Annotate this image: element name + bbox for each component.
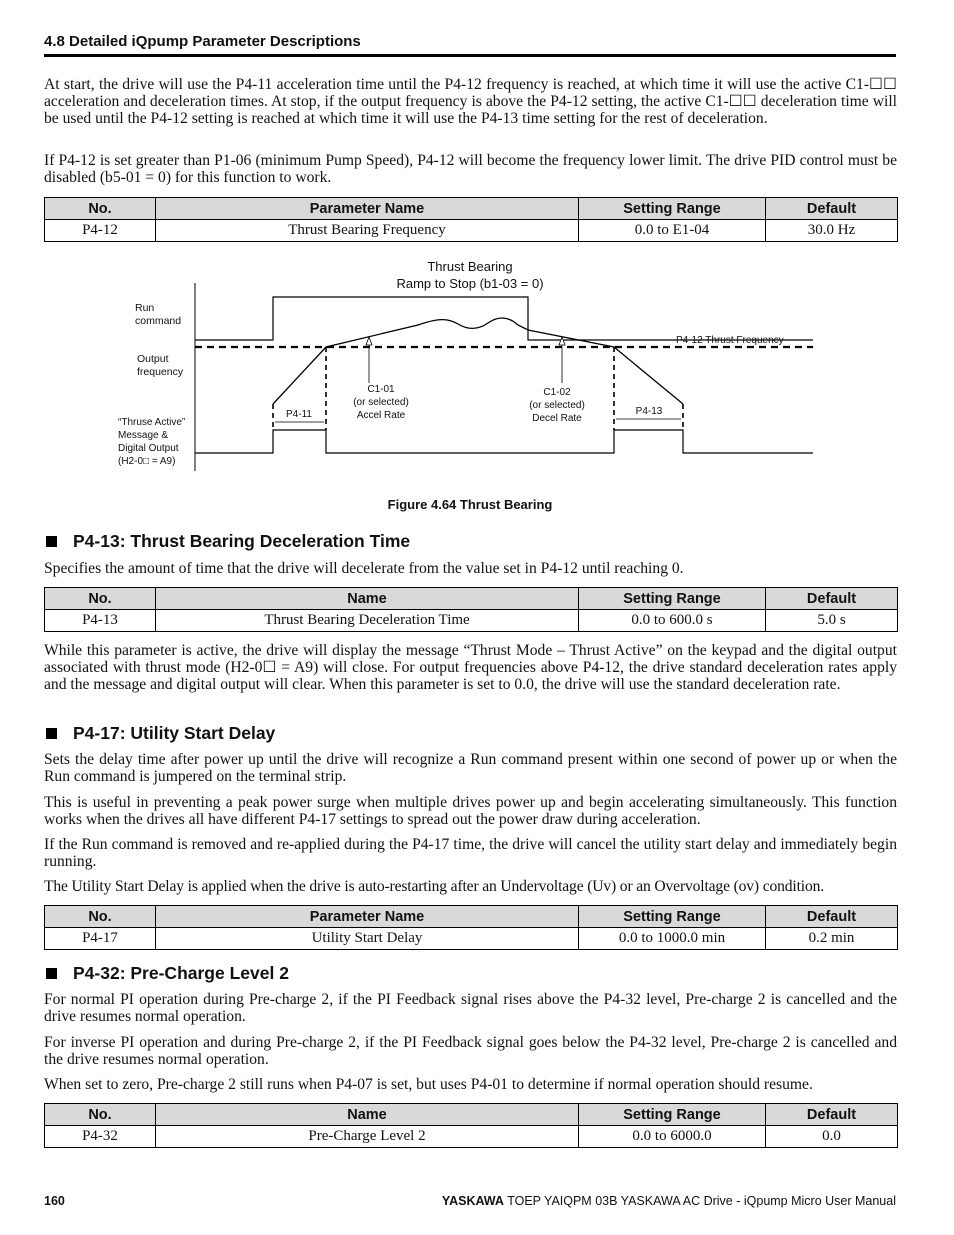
- col-header-default: Default: [766, 198, 898, 220]
- intro-paragraph-1: At start, the drive will use the P4-11 acceleration time until the P4-12 frequency is reached, at which time it will use the active C1-☐☐ acceleration and deceleration times. At stop, if the output frequency is above the P4-12 setting, the active C1-☐☐ deceleration time will be used until the P4-12 setting is reached at which time it will use the P4-13 time setting for the rest of deceleration.: [44, 76, 897, 127]
- cell-name: Utility Start Delay: [156, 928, 579, 950]
- col-header-range: Setting Range: [579, 588, 766, 610]
- p4-17-paragraph-2: This is useful in preventing a peak power surge when multiple drives power up and begin accelerating simultaneously. This function works when the drives all have different P4-17 settings to spread out the power draw during acceleration.: [44, 794, 897, 828]
- c1-01-label-2: (or selected): [353, 397, 409, 408]
- c1-02-label-2: (or selected): [529, 400, 585, 411]
- footer-brand: YASKAWA: [441, 1194, 504, 1208]
- col-header-no: No.: [45, 588, 156, 610]
- table-row: [45, 220, 898, 242]
- heading-p4-17: [44, 723, 275, 743]
- p4-32-paragraph-1: For normal PI operation during Pre-charge 2, if the PI Feedback signal rises above the P4-32 level, Pre-charge 2 is cancelled and the drive resumes normal operation.: [44, 991, 897, 1025]
- col-header-no: No.: [45, 906, 156, 928]
- cell-range: 0.0 to E1-04: [579, 220, 766, 242]
- parameter-table-p4-32: [44, 1103, 898, 1148]
- thrust-label-4: (H2-0□ = A9): [118, 456, 176, 467]
- thrust-label-2: Message &: [118, 430, 169, 441]
- intro-paragraph-2: If P4-12 is set greater than P1-06 (minimum Pump Speed), P4-12 will become the frequency lower limit. The drive PID control must be disabled (b5-01 = 0) for this function to work.: [44, 152, 897, 186]
- thrust-bearing-figure: [0, 250, 954, 480]
- footer-manual-title: [442, 1194, 896, 1208]
- output-label-2: frequency: [137, 366, 184, 378]
- parameter-table-p4-17: [44, 905, 898, 950]
- p4-17-paragraph-4: The Utility Start Delay is applied when the drive is auto-restarting after an Undervoltage (Uv) or an Overvoltage (ov) condition.: [44, 878, 825, 895]
- p4-17-paragraph-3: If the Run command is removed and re-applied during the P4-17 time, the drive will cancel the utility start delay and immediately begin running.: [44, 836, 897, 870]
- table-header-row: [45, 588, 898, 610]
- heading-p4-13: [44, 531, 410, 551]
- thrust-active-signal: [195, 430, 813, 453]
- col-header-name: Name: [156, 1104, 579, 1126]
- output-label-1: Output: [137, 353, 169, 365]
- table-header-row: [45, 906, 898, 928]
- col-header-name: Parameter Name: [156, 906, 579, 928]
- col-header-default: Default: [766, 906, 898, 928]
- figure-title-line-1: Thrust Bearing: [427, 259, 513, 274]
- heading-p4-32: [44, 963, 289, 983]
- c1-02-label-3: Decel Rate: [532, 413, 582, 424]
- p4-11-label: P4-11: [286, 409, 312, 420]
- cell-default: 0.0: [766, 1126, 898, 1148]
- heading-p4-32-text: P4-32: Pre-Charge Level 2: [73, 963, 289, 983]
- table-header-row: [45, 1104, 898, 1126]
- p4-13-paragraph-2: While this parameter is active, the drive will display the message “Thrust Mode – Thrust Active” on the keypad and the digital output associated with thrust mode (H2-0☐ = A9) will close. For output frequencies above P4-12, the drive standard deceleration rates apply and the message and digital output will clear. When this parameter is set to 0.0, the drive will use the standard deceleration rate.: [44, 642, 897, 693]
- col-header-range: Setting Range: [579, 1104, 766, 1126]
- output-frequency-curve: [273, 318, 683, 404]
- table-row: [45, 928, 898, 950]
- cell-range: 0.0 to 1000.0 min: [579, 928, 766, 950]
- cell-no: P4-17: [45, 928, 156, 950]
- p4-32-paragraph-2: For inverse PI operation and during Pre-charge 2, if the PI Feedback signal goes below the P4-32 level, Pre-charge 2 is cancelled and the drive resumes normal operation.: [44, 1034, 897, 1068]
- c1-02-arrowhead: [559, 337, 565, 345]
- section-bullet-icon: [46, 968, 57, 979]
- c1-01-label-1: C1-01: [367, 384, 395, 395]
- cell-name: Pre-Charge Level 2: [156, 1126, 579, 1148]
- p4-12-label: P4-12 Thrust Frequency: [676, 335, 784, 346]
- cell-no: P4-32: [45, 1126, 156, 1148]
- c1-02-label-1: C1-02: [543, 387, 571, 398]
- p4-13-paragraph-1: Specifies the amount of time that the drive will decelerate from the value set in P4-12 until reaching 0.: [44, 560, 684, 577]
- col-header-name: Name: [156, 588, 579, 610]
- cell-no: P4-13: [45, 610, 156, 632]
- footer-manual-name: TOEP YAIQPM 03B YASKAWA AC Drive - iQpump Micro User Manual: [507, 1194, 896, 1208]
- run-label-1: Run: [135, 302, 155, 314]
- figure-title-line-2: Ramp to Stop (b1-03 = 0): [396, 276, 544, 291]
- col-header-no: No.: [45, 198, 156, 220]
- cell-name: Thrust Bearing Deceleration Time: [156, 610, 579, 632]
- col-header-no: No.: [45, 1104, 156, 1126]
- heading-p4-13-text: P4-13: Thrust Bearing Deceleration Time: [73, 531, 411, 551]
- col-header-range: Setting Range: [579, 906, 766, 928]
- parameter-table-p4-13: [44, 587, 898, 632]
- col-header-default: Default: [766, 588, 898, 610]
- cell-default: 0.2 min: [766, 928, 898, 950]
- p4-13-label: P4-13: [635, 406, 663, 417]
- page-number: 160: [44, 1194, 65, 1208]
- thrust-label-3: Digital Output: [118, 443, 179, 454]
- thrust-label-1: “Thruse Active”: [118, 417, 186, 428]
- section-bullet-icon: [46, 728, 57, 739]
- figure-caption: Figure 4.64 Thrust Bearing: [387, 497, 553, 512]
- cell-name: Thrust Bearing Frequency: [156, 220, 579, 242]
- table-header-row: [45, 198, 898, 220]
- section-header: 4.8 Detailed iQpump Parameter Descriptions: [44, 33, 896, 57]
- cell-range: 0.0 to 6000.0: [579, 1126, 766, 1148]
- col-header-range: Setting Range: [579, 198, 766, 220]
- cell-range: 0.0 to 600.0 s: [579, 610, 766, 632]
- cell-default: 30.0 Hz: [766, 220, 898, 242]
- cell-no: P4-12: [45, 220, 156, 242]
- c1-01-arrowhead: [366, 337, 372, 345]
- parameter-table-p4-12: [44, 197, 898, 242]
- heading-p4-17-text: P4-17: Utility Start Delay: [73, 723, 276, 743]
- col-header-name: Parameter Name: [156, 198, 579, 220]
- section-bullet-icon: [46, 536, 57, 547]
- p4-17-paragraph-1: Sets the delay time after power up until the drive will recognize a Run command present within one second of power up or when the Run command is jumpered on the terminal strip.: [44, 751, 897, 785]
- p4-32-paragraph-3: When set to zero, Pre-charge 2 still runs when P4-07 is set, but uses P4-01 to determine if normal operation should resume.: [44, 1076, 813, 1093]
- table-row: [45, 610, 898, 632]
- c1-01-label-3: Accel Rate: [356, 410, 406, 421]
- table-row: [45, 1126, 898, 1148]
- run-label-2: command: [135, 315, 182, 327]
- cell-default: 5.0 s: [766, 610, 898, 632]
- col-header-default: Default: [766, 1104, 898, 1126]
